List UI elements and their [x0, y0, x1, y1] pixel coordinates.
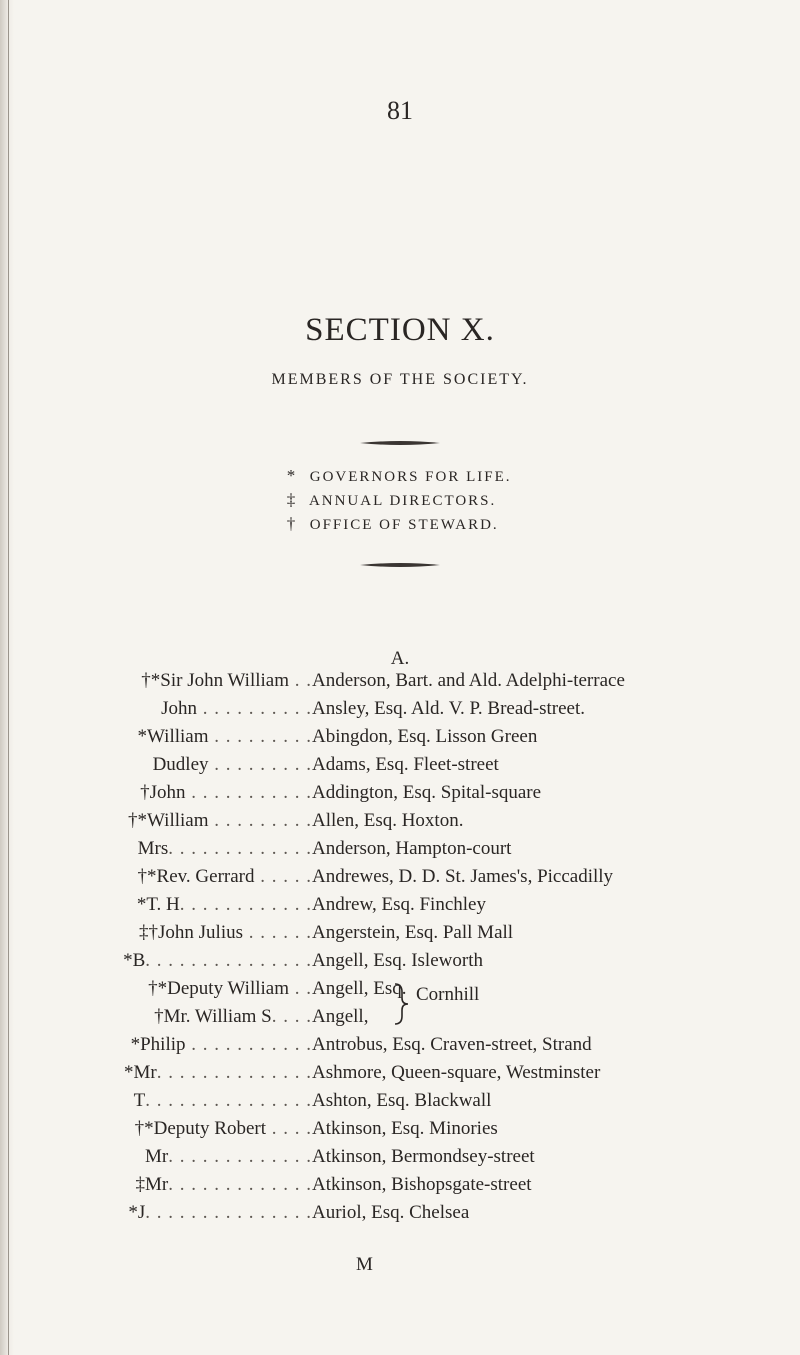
- legend-governors: [280, 466, 680, 486]
- given-name: Mrs. . . . . . . . . . . . .: [137, 838, 312, 859]
- leader-dots: . . . . . . . . . . . . . .: [156, 1062, 312, 1083]
- surname-address: Anderson, Hampton-court: [312, 838, 512, 859]
- subtitle: MEMBERS OF THE SOCIETY.: [271, 371, 529, 388]
- given-name: *J. . . . . . . . . . . . . . .: [128, 1202, 312, 1223]
- leader-dots: . . . . . . . . .: [208, 726, 312, 747]
- given-name: †John . . . . . . . . . . .: [140, 782, 312, 803]
- section-title: SECTION X.: [305, 312, 495, 348]
- leader-dots: . . . . . . . . . . . . . . .: [145, 1090, 312, 1111]
- list-item: [0, 922, 800, 950]
- given-name: Dudley . . . . . . . . .: [152, 754, 312, 775]
- given-name: ‡†John Julius . . . . . .: [139, 922, 312, 943]
- leader-dots: . .: [289, 978, 312, 999]
- leader-dots: . .: [289, 670, 312, 691]
- list-item: [0, 950, 800, 978]
- given-name: *B. . . . . . . . . . . . . . .: [123, 950, 312, 971]
- surname-address: Atkinson, Esq. Minories: [312, 1118, 498, 1139]
- surname-address: Atkinson, Bishopsgate-street: [312, 1174, 532, 1195]
- surname-address: Allen, Esq. Hoxton.: [312, 810, 464, 831]
- list-item: [0, 726, 800, 754]
- list-item: [0, 838, 800, 866]
- surname-address: Ansley, Esq. Ald. V. P. Bread-street.: [312, 698, 586, 719]
- surname-address: Abingdon, Esq. Lisson Green: [312, 726, 538, 747]
- surname-address: Angerstein, Esq. Pall Mall: [312, 922, 514, 943]
- list-item: [0, 1006, 800, 1034]
- surname-address: Andrewes, D. D. St. James's, Piccadilly: [312, 866, 614, 887]
- surname-address: Ashmore, Queen-square, Westminster: [312, 1062, 601, 1083]
- given-name: *T. H. . . . . . . . . . . .: [136, 894, 312, 915]
- ornamental-rule-bottom: [0, 556, 800, 574]
- legend-steward: [280, 514, 680, 534]
- leader-dots: . . . . . .: [243, 922, 312, 943]
- leader-dots: . . . . .: [254, 866, 312, 887]
- surname-address: Angell,: [312, 1006, 369, 1027]
- leader-dots: . . . . . . . . . . . . .: [168, 1146, 312, 1167]
- surname-address: Angell, Esq. Isleworth: [312, 950, 483, 971]
- list-item: [0, 1034, 800, 1062]
- leader-dots: . . . . . . . . . . .: [185, 782, 312, 803]
- given-name: †*William . . . . . . . . .: [128, 810, 312, 831]
- leader-dots: . . . .: [266, 1118, 312, 1139]
- dagger-symbol: †: [286, 514, 298, 533]
- list-item: [0, 1118, 800, 1146]
- list-item: [0, 978, 800, 1006]
- surname-address: Adams, Esq. Fleet-street: [312, 754, 499, 775]
- given-name: †*Sir John William . .: [141, 670, 312, 691]
- surname-address: Auriol, Esq. Chelsea: [312, 1202, 470, 1223]
- list-item: [0, 1202, 800, 1230]
- leader-dots: . . . . . . . . . . . . .: [168, 1174, 312, 1195]
- list-item: [0, 754, 800, 782]
- list-item: [0, 1062, 800, 1090]
- given-name: John . . . . . . . . . .: [161, 698, 312, 719]
- given-name: †Mr. William S. . . .: [154, 1006, 312, 1027]
- list-item: [0, 782, 800, 810]
- double-dagger-symbol: ‡: [286, 490, 298, 509]
- leader-dots: . . . . . . . . .: [208, 754, 312, 775]
- legend-label: ANNUAL DIRECTORS.: [308, 493, 497, 509]
- given-name: *Philip . . . . . . . . . . .: [130, 1034, 312, 1055]
- given-name: †*Rev. Gerrard . . . . .: [137, 866, 312, 887]
- leader-dots: . . . . . . . . .: [208, 810, 312, 831]
- ornamental-rule-top: [0, 434, 800, 452]
- leader-dots: . . . . . . . . . . . . .: [168, 838, 312, 859]
- given-name: Mr. . . . . . . . . . . . .: [145, 1146, 312, 1167]
- surname-address: Anderson, Bart. and Ald. Adelphi-terrace: [312, 670, 625, 691]
- surname-address: Andrew, Esq. Finchley: [312, 894, 486, 915]
- legend-label: OFFICE OF STEWARD.: [309, 517, 499, 533]
- catchword: M: [356, 1254, 373, 1275]
- given-name: †*Deputy William . .: [148, 978, 312, 999]
- leader-dots: . . . . . . . . . . . .: [179, 894, 312, 915]
- list-item: [0, 1090, 800, 1118]
- legend-directors: [280, 490, 680, 510]
- list-item: [0, 866, 800, 894]
- surname-address: Addington, Esq. Spital-square: [312, 782, 542, 803]
- leader-dots: . . . . . . . . . . . . . . .: [145, 950, 312, 971]
- leader-dots: . . . . . . . . . . .: [185, 1034, 312, 1055]
- given-name: T. . . . . . . . . . . . . . .: [133, 1090, 312, 1111]
- surname-address: Antrobus, Esq. Craven-street, Strand: [312, 1034, 592, 1055]
- surname-address: Ashton, Esq. Blackwall: [312, 1090, 492, 1111]
- surname-address: Atkinson, Bermondsey-street: [312, 1146, 535, 1167]
- list-item: [0, 1146, 800, 1174]
- given-name: †*Deputy Robert . . . .: [134, 1118, 312, 1139]
- list-item: [0, 698, 800, 726]
- given-name: *Mr. . . . . . . . . . . . . .: [124, 1062, 312, 1083]
- leader-dots: . . . . . . . . . . . . . . .: [145, 1202, 312, 1223]
- given-name: *William . . . . . . . . .: [137, 726, 312, 747]
- letter-heading: A.: [390, 648, 410, 669]
- given-name: ‡Mr. . . . . . . . . . . . .: [135, 1174, 312, 1195]
- list-item: [0, 670, 800, 698]
- list-item: [0, 1174, 800, 1202]
- asterisk-symbol: *: [286, 466, 298, 485]
- surname-address: Angell, Esq.: [312, 978, 407, 999]
- page-number: 81: [387, 96, 413, 125]
- leader-dots: . . . . . . . . . .: [197, 698, 312, 719]
- leader-dots: . . . .: [271, 1006, 312, 1027]
- list-item: [0, 810, 800, 838]
- legend-label: GOVERNORS FOR LIFE.: [309, 469, 512, 485]
- list-item: [0, 894, 800, 922]
- brace-note: Cornhill: [416, 984, 480, 1005]
